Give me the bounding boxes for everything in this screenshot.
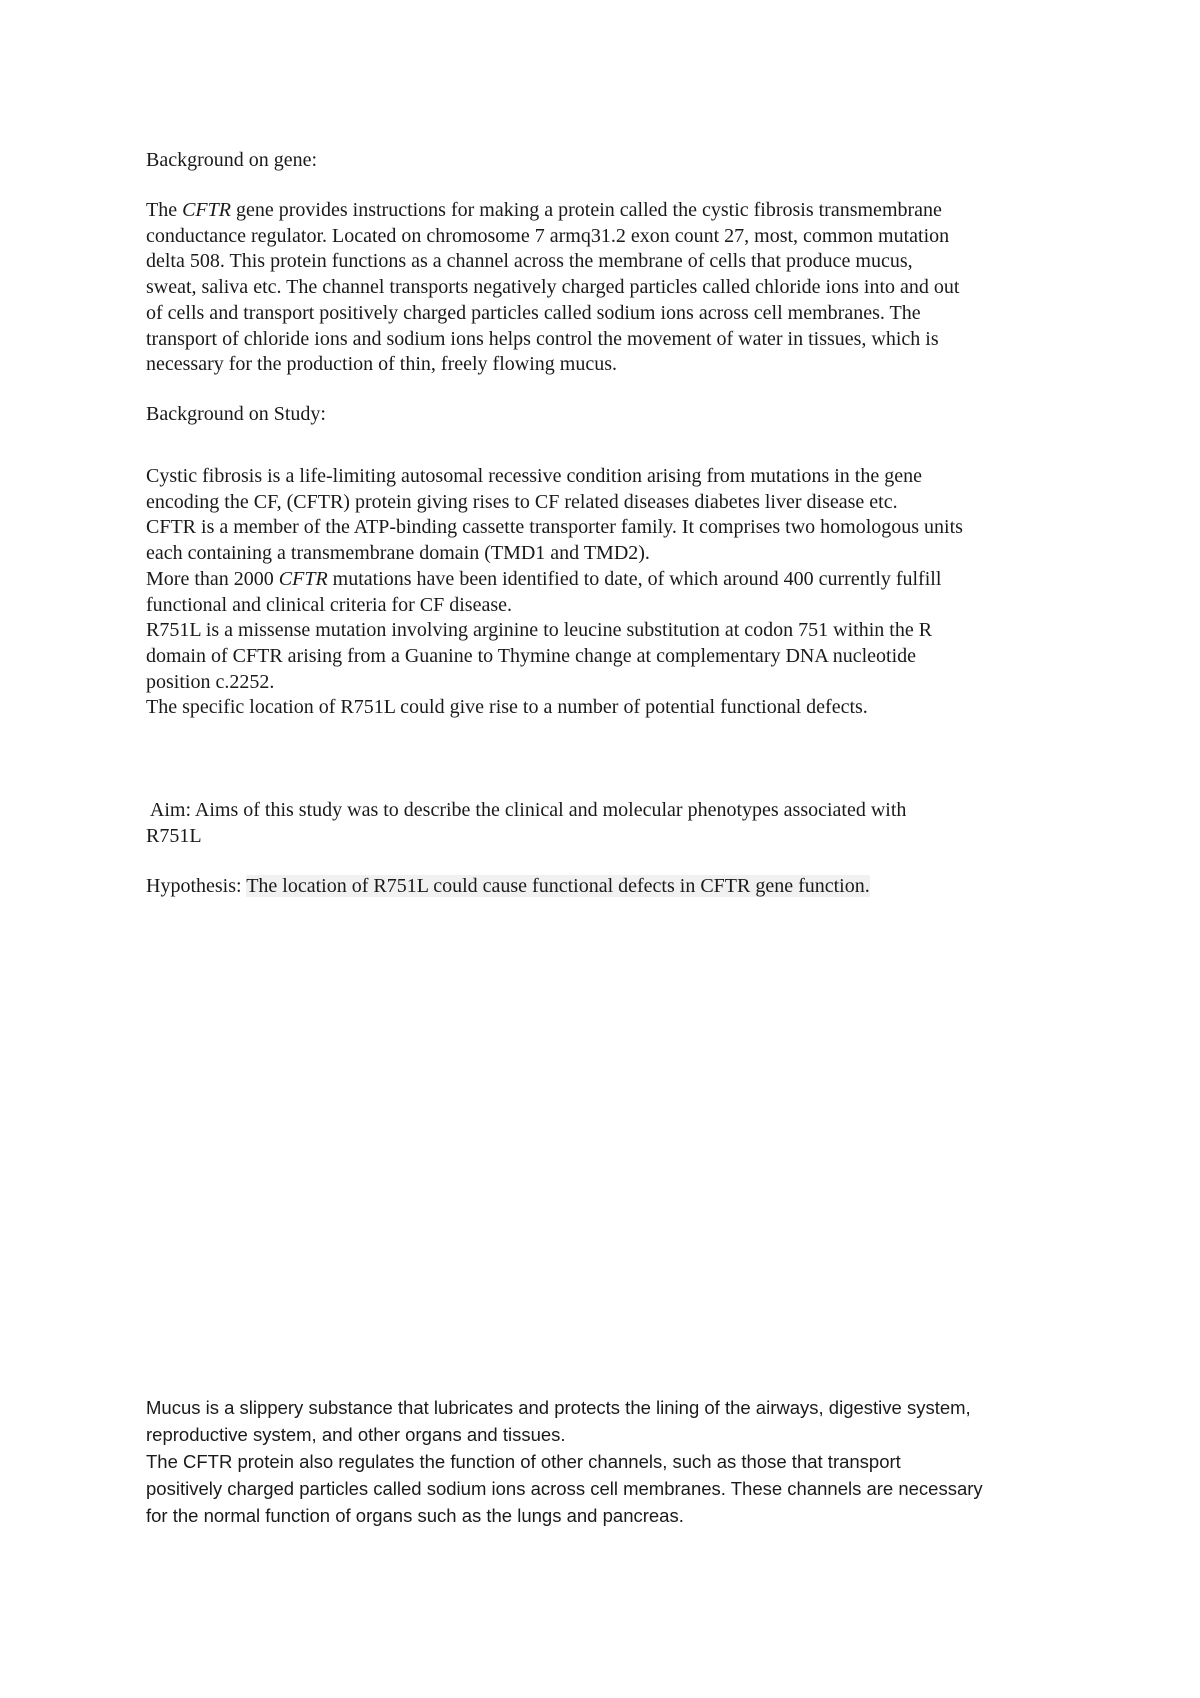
mucus-paragraph-line: Mucus is a slippery substance that lubricates and protects the lining of the airways, digestive system, [146, 1397, 971, 1418]
gene-paragraph-line [146, 198, 1066, 224]
study-paragraph-line: domain of CFTR arising from a Guanine to Thymine change at complementary DNA nucleotide [146, 644, 916, 667]
mucus-paragraph [146, 1394, 1066, 1529]
study-paragraph-line: R751L is a missense mutation involving arginine to leucine substitution at codon 751 within the R [146, 619, 933, 642]
mucus-paragraph-line: positively charged particles called sodium ions across cell membranes. These channels are necessary [146, 1478, 983, 1500]
study-paragraph-line: encoding the CF, (CFTR) protein giving rises to CF related diseases diabetes liver disease etc. [146, 490, 898, 513]
gene-paragraph-line: transport of chloride ions and sodium ions helps control the movement of water in tissues, which is [146, 327, 939, 350]
gene-name-italic: CFTR [182, 199, 231, 221]
gene-paragraph [146, 198, 1066, 378]
gene-paragraph-line: conductance regulator. Located on chromosome 7 armq31.2 exon count 27, most, common mutation [146, 224, 950, 247]
study-paragraph [146, 464, 1066, 721]
gene-paragraph-line: of cells and transport positively charged particles called sodium ions across cell membranes. The [146, 301, 921, 324]
hypothesis-line [146, 874, 1066, 900]
hypothesis-paragraph [146, 874, 1066, 900]
study-paragraph-line: each containing a transmembrane domain (TMD1 and TMD2). [146, 542, 650, 565]
study-paragraph-line: functional and clinical criteria for CF disease. [146, 593, 512, 616]
mucus-paragraph-line: The CFTR protein also regulates the function of other channels, such as those that transport [146, 1451, 901, 1473]
study-line-text: More than 2000 [146, 567, 279, 590]
gene-name-italic: CFTR [278, 567, 328, 590]
aim-paragraph [146, 798, 1066, 849]
study-paragraph-line [146, 567, 1066, 593]
study-paragraph-line: The specific location of R751L could give rise to a number of potential functional defects. [146, 696, 868, 719]
mucus-paragraph-line: for the normal function of organs such as the lungs and pancreas. [146, 1505, 684, 1527]
aim-line: Aim: Aims of this study was to describe the clinical and molecular phenotypes associated with [146, 799, 907, 821]
study-line-text: mutations have been identified to date, of which around 400 currently fulfill [327, 567, 942, 590]
gene-paragraph-line: delta 508. This protein functions as a channel across the membrane of cells that produce mucus, [146, 250, 913, 273]
gene-line-text: gene provides instructions for making a protein called the cystic fibrosis transmembrane [231, 199, 942, 221]
hypothesis-label: Hypothesis: [146, 875, 247, 897]
aim-line: R751L [146, 824, 202, 847]
study-paragraph-line: Cystic fibrosis is a life-limiting autosomal recessive condition arising from mutations in the gene [146, 465, 922, 487]
hypothesis-highlighted-text: The location of R751L could cause functional defects in CFTR gene function. [246, 875, 870, 897]
mucus-paragraph-line: reproductive system, and other organs and tissues. [146, 1424, 566, 1446]
study-paragraph-line: position c.2252. [146, 670, 275, 693]
gene-line-text: The [146, 199, 183, 221]
study-heading [146, 402, 1066, 428]
study-paragraph-line: CFTR is a member of the ATP-binding cassette transporter family. It comprises two homologous units [146, 516, 963, 539]
gene-paragraph-line: necessary for the production of thin, freely flowing mucus. [146, 353, 617, 376]
gene-paragraph-line: sweat, saliva etc. The channel transports negatively charged particles called chloride ions into and out [146, 276, 960, 299]
gene-heading-text: Background on gene: [146, 149, 318, 171]
gene-heading [146, 148, 1066, 174]
study-heading-text: Background on Study: [146, 403, 326, 425]
